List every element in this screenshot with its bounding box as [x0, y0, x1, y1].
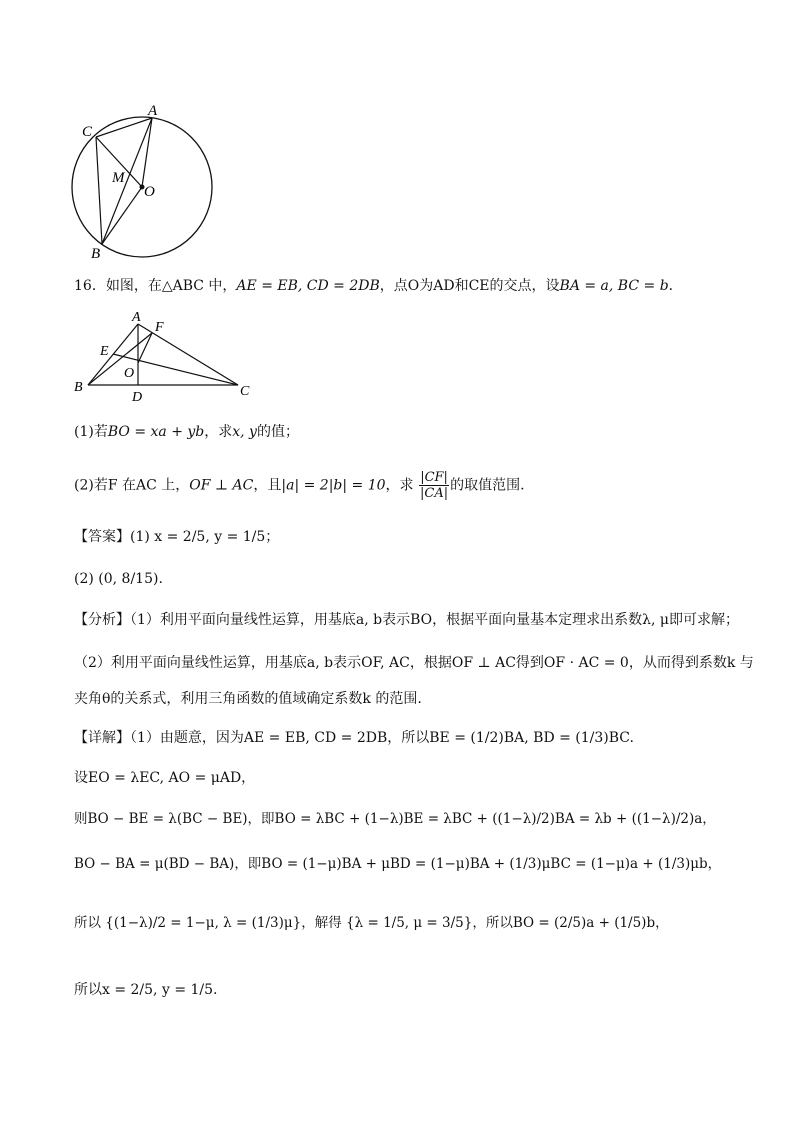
fig2-label-o: O [124, 366, 135, 381]
fig2-label-f: F [155, 320, 164, 335]
fig2-label-a: A [132, 310, 141, 325]
fig1-label-c: C [82, 124, 93, 140]
analysis-label: 【分析】 [74, 612, 130, 628]
detail-1: 【详解】（1）由题意，因为AE = EB, CD = 2DB，所以BE = (1/2)BA, BD = (1/3)BC. [74, 730, 634, 746]
detail-5: 所以 {(1−λ)/2 = 1−μ, λ = (1/3)μ}，解得 {λ = 1/5, μ = 3/5}，所以BO = (2/5)a + (1/5)b， [74, 915, 669, 931]
fig2-label-c: C [240, 384, 250, 399]
analysis-2b: 夹角θ的关系式，利用三角函数的值域确定系数k 的范围. [74, 691, 422, 707]
fig2-label-b: B [74, 380, 83, 395]
fig1-label-m: M [112, 170, 125, 186]
answer-1: 【答案】(1) x = 2/5, y = 1/5； [74, 529, 280, 545]
answer-label: 【答案】 [74, 529, 130, 545]
q16-part2: (2)若F 在AC 上，OF ⊥ AC，且|a| = 2|b| = 10，求 $\frac{|CF|}{|CA|}$ 的取值范围. [74, 470, 525, 501]
detail-4: BO − BA = μ(BD − BA)，即BO = (1−μ)BA + μBD = (1−μ)BA + (1/3)μBC = (1−μ)a + (1/3)μb， [74, 856, 722, 872]
q16-part1: (1)若BO = xa + yb，求x, y的值； [74, 424, 299, 440]
ratio-fraction: $\frac{|CF|}{|CA|}$ [420, 470, 449, 501]
detail-6: 所以x = 2/5, y = 1/5. [74, 982, 218, 998]
analysis-2a: （2）利用平面向量线性运算，用基底a, b表示OF, AC，根据OF ⊥ AC得到OF · AC = 0，从而得到系数k 与 [74, 655, 754, 671]
detail-3: 则BO − BE = λ(BC − BE)，即BO = λBC + (1−λ)BE = λBC + ((1−λ)/2)BA = λb + ((1−λ)/2)a， [74, 811, 716, 827]
analysis-1: 【分析】（1）利用平面向量线性运算，用基底a, b表示BO，根据平面向量基本定理求出系数λ, μ即可求解； [74, 612, 740, 628]
q16-stem: 16．如图，在△ABC 中，AE = EB, CD = 2DB，点O为AD和CE的交点，设BA = a, BC = b． [74, 278, 683, 294]
answer-2: (2) (0, 8/15). [74, 571, 163, 587]
fig2-label-d: D [132, 390, 143, 404]
detail-2: 设EO = λEC, AO = μAD， [74, 770, 256, 786]
fig2-label-e: E [100, 344, 109, 359]
figure-circle [68, 100, 218, 260]
fig1-label-o: O [144, 184, 155, 200]
fig1-label-b: B [91, 246, 101, 260]
detail-label: 【详解】 [74, 730, 130, 746]
figure-triangle [70, 308, 255, 404]
fig1-label-a: A [148, 103, 158, 119]
